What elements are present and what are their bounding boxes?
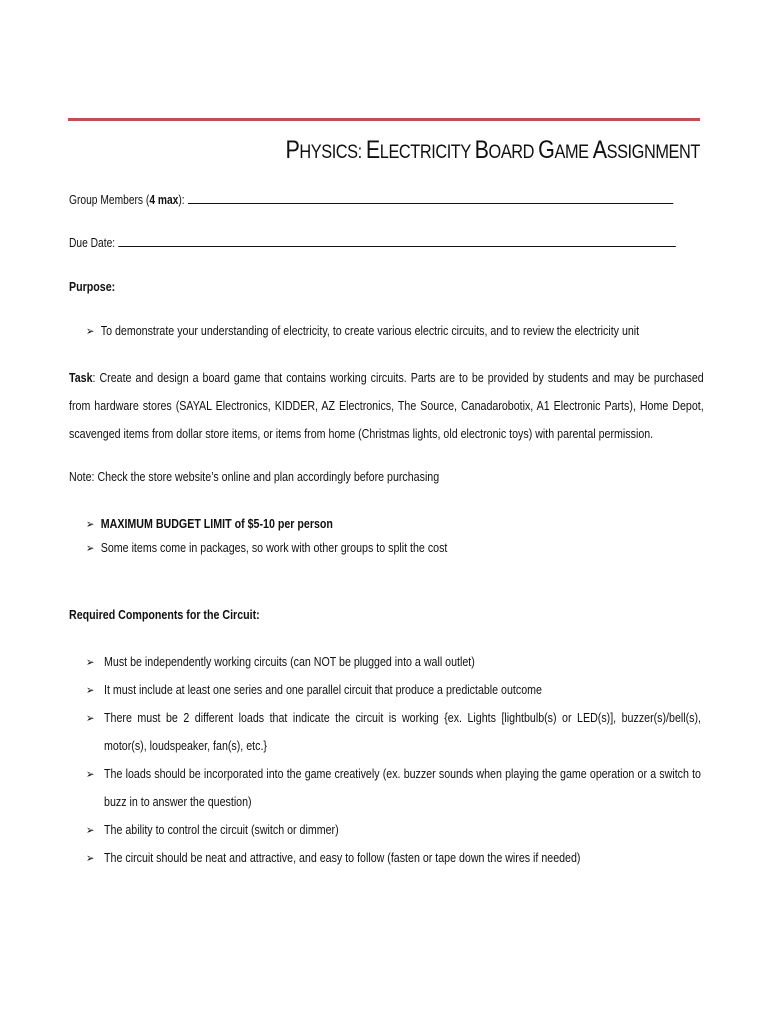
arrow-bullet-icon: ➢ (86, 541, 95, 555)
arrow-bullet-icon: ➢ (86, 823, 95, 837)
due-date-line: Due Date: (69, 236, 676, 250)
required-item: ➢ The circuit should be neat and attractive, and easy to follow (fasten or tape down the wires if needed) (86, 844, 701, 872)
budget-item: ➢ Some items come in packages, so work with other groups to split the cost (86, 540, 448, 555)
required-heading: Required Components for the Circuit: (69, 607, 260, 622)
required-item: ➢ It must include at least one series and one parallel circuit that produce a predictable outcome (86, 676, 701, 704)
arrow-bullet-icon: ➢ (86, 517, 95, 531)
arrow-bullet-icon: ➢ (86, 655, 95, 669)
arrow-bullet-icon: ➢ (86, 683, 95, 697)
arrow-bullet-icon: ➢ (86, 711, 95, 725)
required-item: ➢ The ability to control the circuit (switch or dimmer) (86, 816, 701, 844)
document-title: PHYSICS: ELECTRICITY BOARD GAME ASSIGNMENT (285, 136, 700, 164)
purpose-heading: Purpose: (69, 279, 116, 294)
header-rule (68, 118, 700, 121)
task-paragraph: Task: Create and design a board game that contains working circuits. Parts are to be provided by students and may be purchased from hardware stores (SAYAL Electronics, KIDDER, AZ Electronics, The Source, Canadarobotix, A1 Electronic Parts), Home Depot, scavenged items from dollar store items, or items from home (Christmas lights, old electronic toys) with parental permission. (69, 370, 704, 441)
required-list (86, 648, 701, 872)
required-item: ➢ Must be independently working circuits (can NOT be plugged into a wall outlet) (86, 648, 701, 676)
required-item: ➢ There must be 2 different loads that indicate the circuit is working {ex. Lights [lightbulb(s) or LED(s)], buzzer(s)/bell(s), motor(s), loudspeaker, fan(s), etc.} (86, 704, 701, 760)
arrow-bullet-icon: ➢ (86, 324, 95, 338)
arrow-bullet-icon: ➢ (86, 851, 95, 865)
arrow-bullet-icon: ➢ (86, 767, 95, 781)
due-date-field[interactable] (118, 246, 676, 247)
purpose-item: ➢ To demonstrate your understanding of electricity, to create various electric circuits, and to review the electricity unit (86, 323, 640, 338)
group-members-field[interactable] (188, 203, 673, 204)
budget-item: ➢ MAXIMUM BUDGET LIMIT of $5-10 per person (86, 516, 333, 531)
required-item: ➢ The loads should be incorporated into the game creatively (ex. buzzer sounds when playing the game operation or a switch to buzz in to answer the question) (86, 760, 701, 816)
note-text: Note: Check the store website’s online and plan accordingly before purchasing (69, 469, 440, 484)
group-members-line: Group Members (4 max): (69, 193, 673, 207)
